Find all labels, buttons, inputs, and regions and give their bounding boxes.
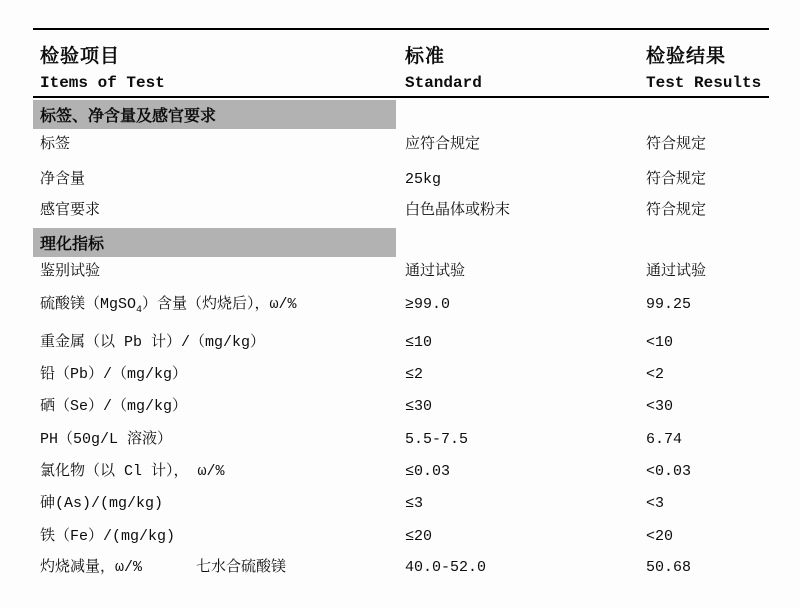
standard-cell: 40.0-52.0 bbox=[405, 559, 487, 576]
table-row bbox=[0, 558, 800, 578]
section-header-label-netcontent-sensory bbox=[33, 100, 396, 129]
item-cell: PH（50g/L 溶液） bbox=[40, 431, 173, 448]
column-header-items-zh: 检验项目 bbox=[40, 46, 121, 68]
table-row bbox=[0, 527, 800, 547]
standard-cell: ≤3 bbox=[405, 495, 424, 512]
standard-cell: ≤10 bbox=[405, 334, 433, 351]
result-cell: <0.03 bbox=[646, 463, 692, 480]
item-cell: 重金属（以 Pb 计）/（mg/kg） bbox=[40, 334, 266, 351]
table-row bbox=[0, 295, 800, 315]
item-cell: 感官要求 bbox=[40, 202, 101, 219]
result-cell: 通过试验 bbox=[646, 263, 707, 280]
section-label: 标签、净含量及感官要求 bbox=[40, 108, 217, 126]
standard-cell: ≤2 bbox=[405, 366, 424, 383]
table-row bbox=[0, 462, 800, 482]
item-text: 硫酸镁（MgSO bbox=[40, 296, 137, 313]
item-cell: 砷(As)/(mg/kg) bbox=[40, 495, 164, 512]
table-row bbox=[0, 365, 800, 385]
column-header-items-en: Items of Test bbox=[40, 74, 165, 92]
standard-cell: 白色晶体或粉末 bbox=[405, 202, 511, 219]
top-rule bbox=[33, 28, 769, 30]
result-cell: 符合规定 bbox=[646, 136, 707, 153]
result-cell: 6.74 bbox=[646, 431, 683, 448]
column-header-results-en: Test Results bbox=[646, 74, 762, 92]
section-header-physicochemical bbox=[33, 228, 396, 257]
table-row bbox=[0, 170, 800, 190]
subscript: 4 bbox=[136, 305, 143, 316]
item-cell: 灼烧减量，ω/% 七水合硫酸镁 bbox=[40, 559, 287, 576]
item-cell: 标签 bbox=[40, 136, 71, 153]
column-header-standard-en: Standard bbox=[405, 74, 482, 92]
standard-cell: 5.5-7.5 bbox=[405, 431, 469, 448]
table-row bbox=[0, 397, 800, 417]
table-row bbox=[0, 430, 800, 450]
item-cell: 硒（Se）/（mg/kg） bbox=[40, 398, 188, 415]
standard-cell: 应符合规定 bbox=[405, 136, 481, 153]
standard-cell: 通过试验 bbox=[405, 263, 466, 280]
item-cell: 氯化物（以 Cl 计）， ω/% bbox=[40, 463, 225, 480]
item-cell: 鉴别试验 bbox=[40, 263, 101, 280]
result-cell: 符合规定 bbox=[646, 171, 707, 188]
result-cell: <10 bbox=[646, 334, 674, 351]
standard-cell: ≤20 bbox=[405, 528, 433, 545]
item-cell bbox=[40, 295, 297, 315]
table-row bbox=[0, 201, 800, 221]
item-cell: 铅（Pb）/（mg/kg） bbox=[40, 366, 188, 383]
table-row bbox=[0, 494, 800, 514]
standard-cell: ≤0.03 bbox=[405, 463, 451, 480]
result-cell: <2 bbox=[646, 366, 665, 383]
table-row bbox=[0, 135, 800, 155]
result-cell: <3 bbox=[646, 495, 665, 512]
result-cell: 99.25 bbox=[646, 296, 692, 313]
result-cell: 符合规定 bbox=[646, 202, 707, 219]
table-row bbox=[0, 333, 800, 353]
result-cell: 50.68 bbox=[646, 559, 692, 576]
item-cell: 铁（Fe）/(mg/kg) bbox=[40, 528, 176, 545]
column-header-standard-zh: 标准 bbox=[405, 46, 446, 68]
item-text: ）含量（灼烧后），ω/% bbox=[142, 296, 297, 313]
section-label: 理化指标 bbox=[40, 236, 105, 254]
result-cell: <20 bbox=[646, 528, 674, 545]
table-row bbox=[0, 262, 800, 282]
column-header-results-zh: 检验结果 bbox=[646, 46, 727, 68]
header-rule bbox=[33, 96, 769, 98]
result-cell: <30 bbox=[646, 398, 674, 415]
standard-cell: ≤30 bbox=[405, 398, 433, 415]
standard-cell: 25kg bbox=[405, 171, 442, 188]
item-cell: 净含量 bbox=[40, 171, 86, 188]
standard-cell: ≥99.0 bbox=[405, 296, 451, 313]
